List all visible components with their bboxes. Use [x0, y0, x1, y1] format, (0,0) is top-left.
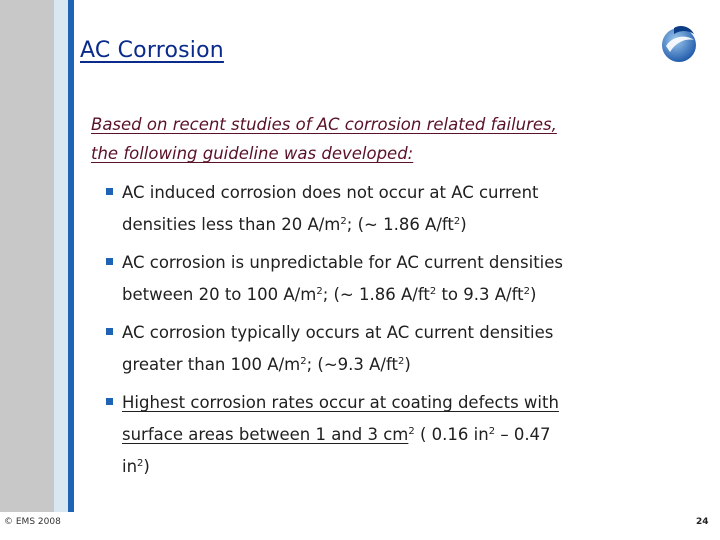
square-bullet-icon — [106, 258, 113, 265]
bullet-line: between 20 to 100 $A/m^2$; (~ 1.86 $A/ft^2$ to 9.3 $A/ft^2$) — [122, 285, 537, 304]
page-number: 24 — [696, 517, 709, 527]
bullet-line: densities less than 20 $A/m^2$; (~ 1.86 $A/ft^2$) — [122, 215, 467, 234]
square-bullet-icon — [106, 188, 113, 195]
intro-line-1: Based on recent studies of AC corrosion related failures, — [91, 115, 557, 134]
bullet-item — [104, 178, 539, 239]
bullet-item — [104, 318, 553, 379]
intro-line-2: the following guideline was developed: — [91, 144, 414, 163]
bullet-line: AC induced corrosion does not occur at AC current — [122, 183, 539, 202]
bullet-line: Highest corrosion rates occur at coating defects with — [122, 393, 559, 412]
company-logo-icon — [660, 24, 698, 64]
bullet-line: greater than 100 $A/m^2$; (~9.3 $A/ft^2$) — [122, 355, 411, 374]
square-bullet-icon — [106, 328, 113, 335]
left-blue-strip — [68, 0, 74, 512]
left-gray-bar — [0, 0, 54, 512]
bullet-item — [104, 388, 559, 481]
copyright-footer: © EMS 2008 — [4, 517, 61, 527]
intro-text — [91, 110, 691, 168]
bullet-item — [104, 248, 563, 309]
left-light-strip — [54, 0, 68, 512]
bullet-line: surface areas between 1 and 3 $cm^2$ ( 0.16 $in^2 - 0.47$ — [122, 425, 551, 444]
bullet-line: AC corrosion is unpredictable for AC current densities — [122, 253, 563, 272]
bullet-line: AC corrosion typically occurs at AC current densities — [122, 323, 554, 342]
square-bullet-icon — [106, 398, 113, 405]
slide-title: AC Corrosion — [80, 38, 224, 63]
bullet-line: $in^2$) — [122, 457, 150, 476]
